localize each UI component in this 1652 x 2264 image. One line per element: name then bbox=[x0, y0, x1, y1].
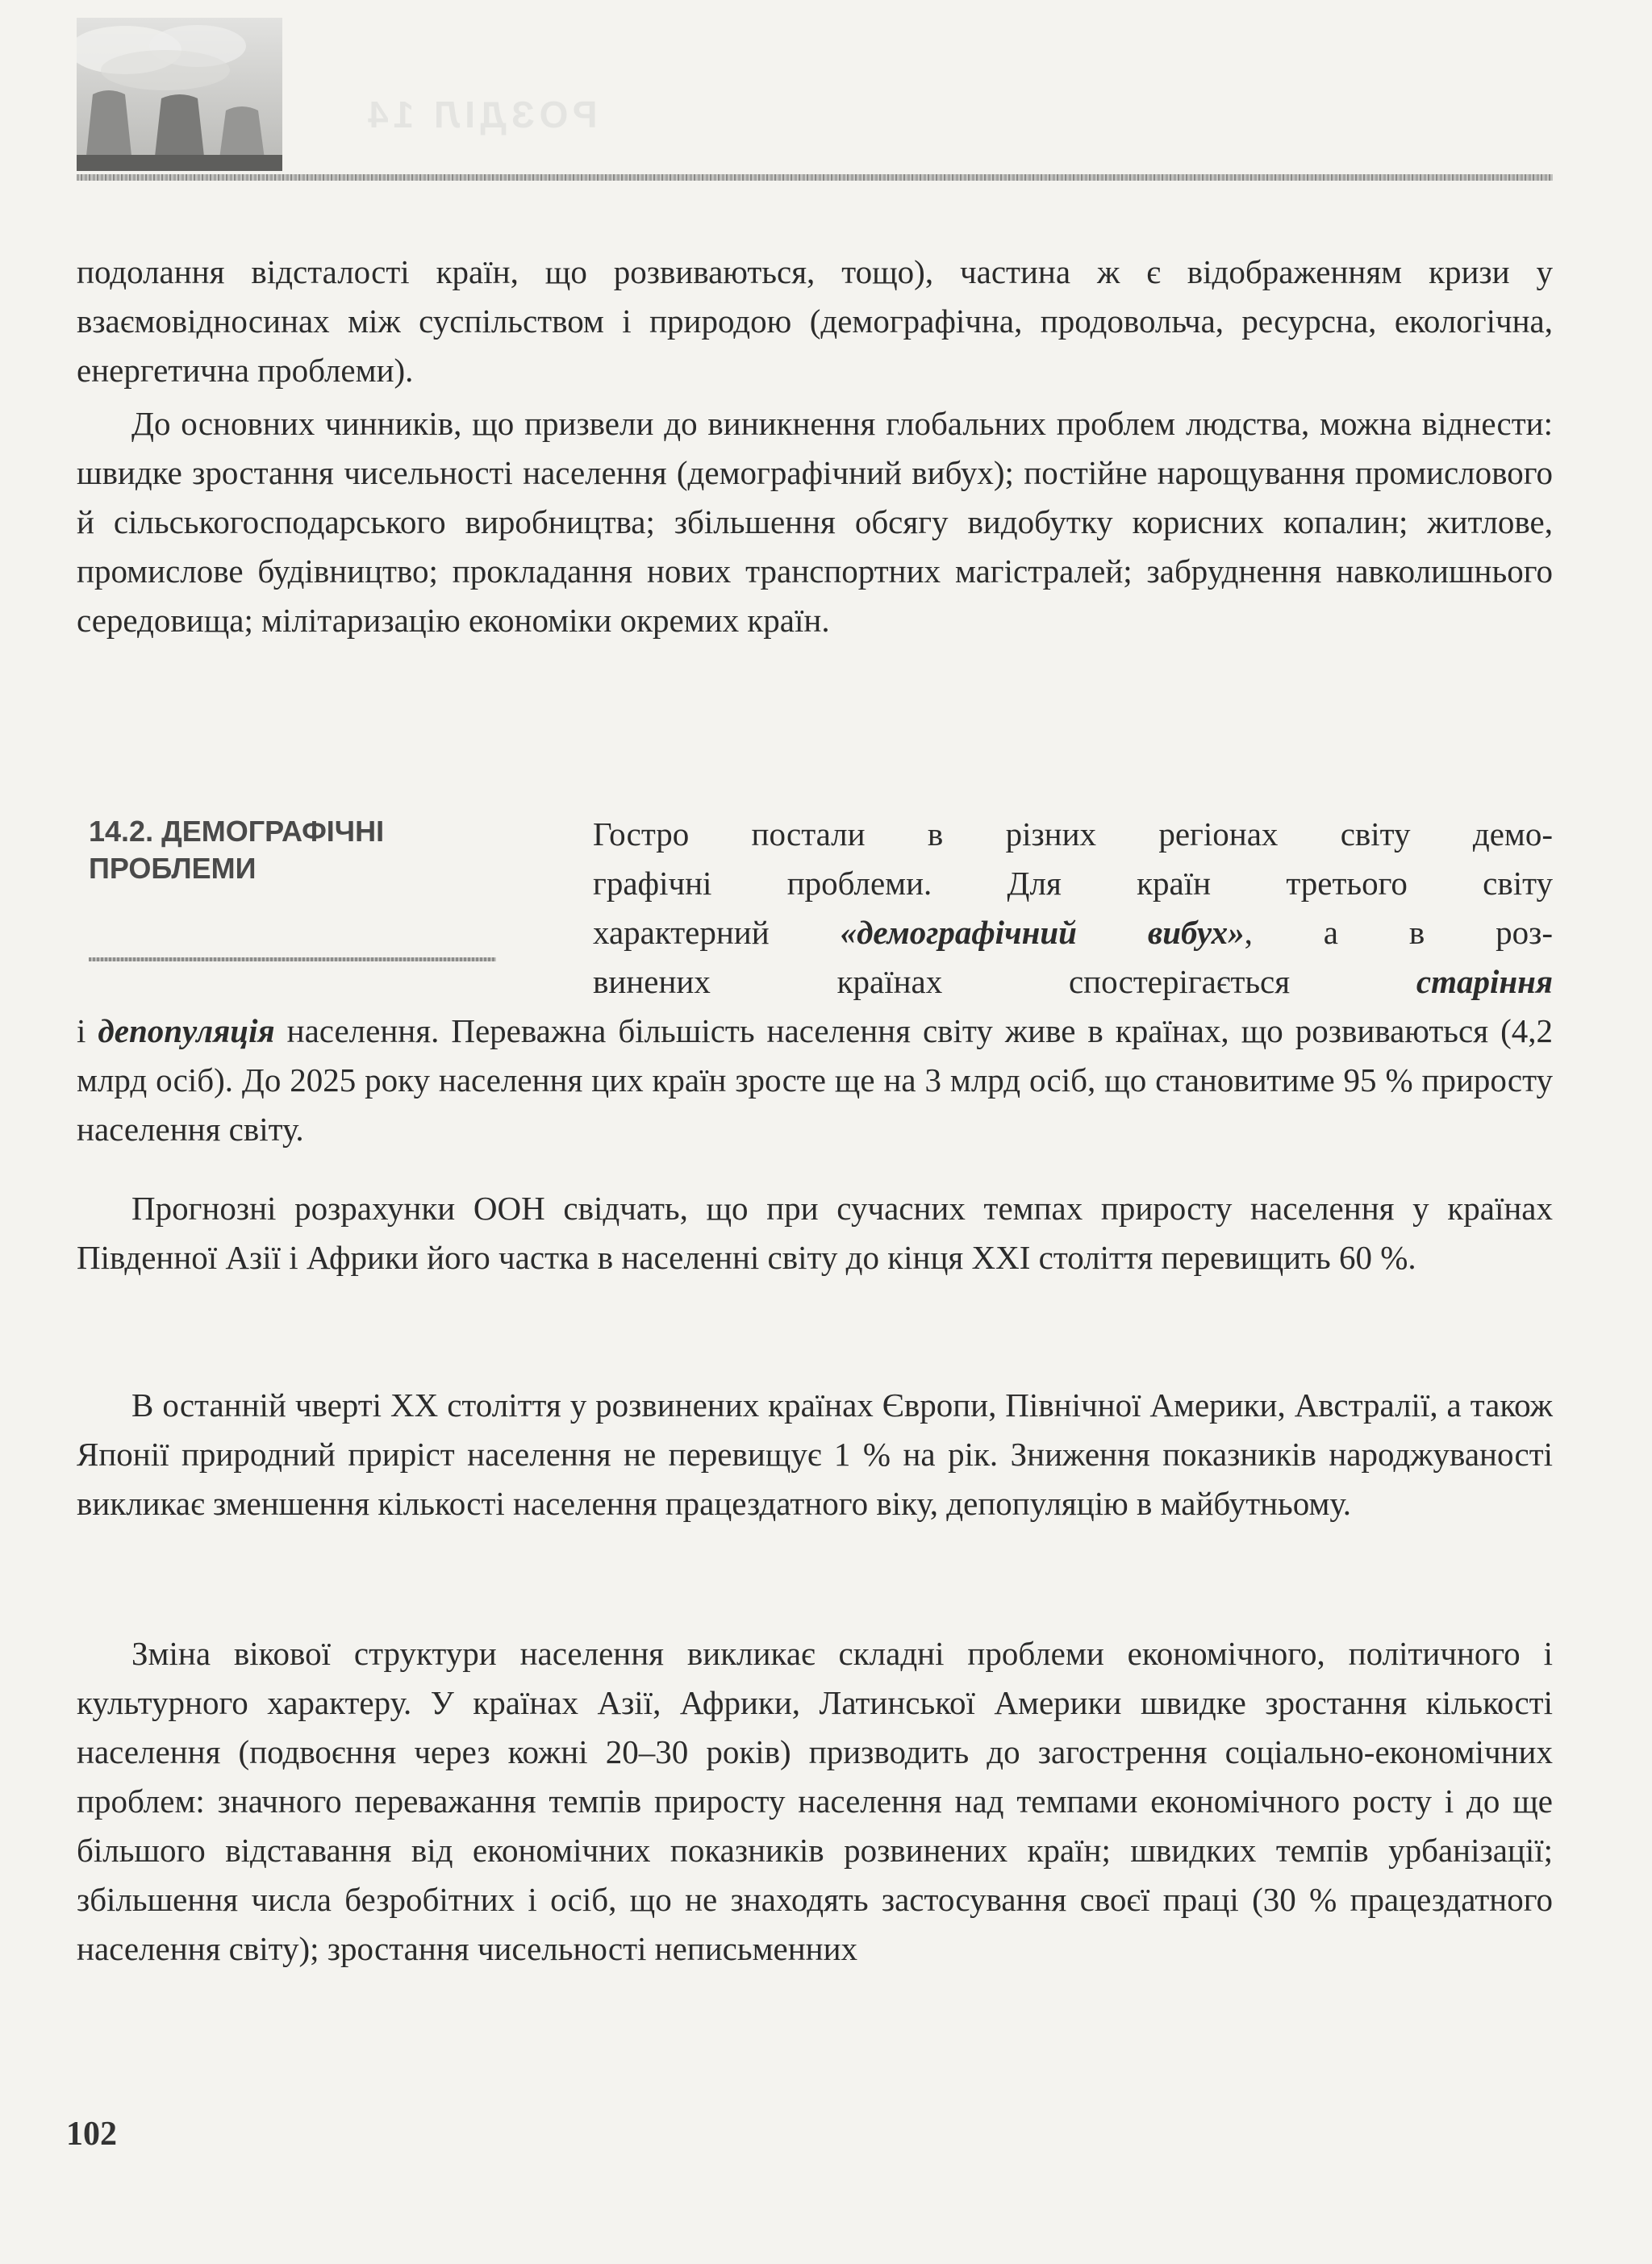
term-ageing: старіння bbox=[1416, 963, 1553, 1000]
chapter-header-photo bbox=[77, 18, 282, 171]
term-demographic-boom: «демографічний вибух» bbox=[840, 914, 1245, 951]
paragraph-2: До основних чинників, що призвели до виникнення глобальних проблем людства, можна віднести: швидке зростання чисельності населення (демографічний вибух); постійне нарощування промислового й сільськогосподарського виробництва; збільшення обсягу видобутку корисних копалин; житлове, промислове будівництво; прокладання нових транспортних магістралей; забруднення навколишнього середовища; мілітаризацію економіки окремих країн. bbox=[77, 405, 1553, 639]
paragraph-4: Прогнозні розрахунки ООН свідчать, що при сучасних темпах приросту населення у країнах Південної Азії і Африки його частка в населенні світу до кінця XXI століття перевищить 60 %. bbox=[77, 1190, 1553, 1276]
chapter-ghost-title: РОЗДІЛ 14 bbox=[363, 94, 598, 136]
paragraph-3-line-2: графічні проблеми. Для країн третього світу bbox=[593, 865, 1553, 902]
paragraph-3-rest bbox=[77, 1007, 1553, 1154]
p3-line3-text-a: характерний bbox=[593, 914, 841, 951]
p3-line3-text-b: , а в роз- bbox=[1244, 914, 1553, 951]
header-divider bbox=[77, 174, 1553, 181]
paragraph-3-line-3 bbox=[593, 908, 1553, 957]
term-depopulation: депопуляція bbox=[98, 1012, 275, 1049]
cooling-towers-illustration bbox=[77, 18, 282, 171]
paragraph-3-line-1: Гостро постали в різних регіонах світу демо- bbox=[593, 815, 1553, 853]
p3-line4-text: винених країнах спостерігається bbox=[593, 963, 1416, 1000]
paragraph-1: подолання відсталості країн, що розвиваються, тощо), частина ж є відображенням кризи у взаємовідносинах між суспільством і природою (демографічна, продовольча, ресурсна, екологічна, енергетична проблеми). bbox=[77, 253, 1553, 389]
section-heading: 14.2. ДЕМОГРАФІЧНІ ПРОБЛЕМИ bbox=[89, 815, 385, 885]
paragraph-6: Зміна вікової структури населення викликає складні проблеми економічного, політичного і культурного характеру. У країнах Азії, Африки, Латинської Америки швидке зростання кількості населення (подвоєння через кожні 20–30 років) призводить до загострення соціально-економічних проблем: значного переважання темпів приросту населення над темпами економічного росту і до ще більшого відставання від економічних показників розвинених країн; швидких темпів урбанізації; збільшення числа безробітних і осіб, що не знаходять застосування своєї праці (30 % працездатного населення світу); зростання чисельності неписьменних bbox=[77, 1635, 1553, 1967]
page-number: 102 bbox=[66, 2116, 117, 2153]
paragraph-3 bbox=[77, 810, 1553, 1154]
p3-rest-text-b: населення. Переважна більшість населення світу живе в країнах, що розвиваються (4,2 млрд осіб). До 2025 року населення цих країн зросте ще на 3 млрд осіб, що становитиме 95 % приросту населення світу. bbox=[77, 1012, 1553, 1148]
p3-rest-text-a: і bbox=[77, 1012, 98, 1049]
paragraph-3-line-4 bbox=[593, 957, 1553, 1007]
paragraph-5: В останній чверті XX століття у розвинених країнах Європи, Північної Америки, Австралії, а також Японії природний приріст населення не перевищує 1 % на рік. Зниження показників народжуваності викликає зменшення кількості населення працездатного віку, депопуляцію в майбутньому. bbox=[77, 1386, 1553, 1522]
